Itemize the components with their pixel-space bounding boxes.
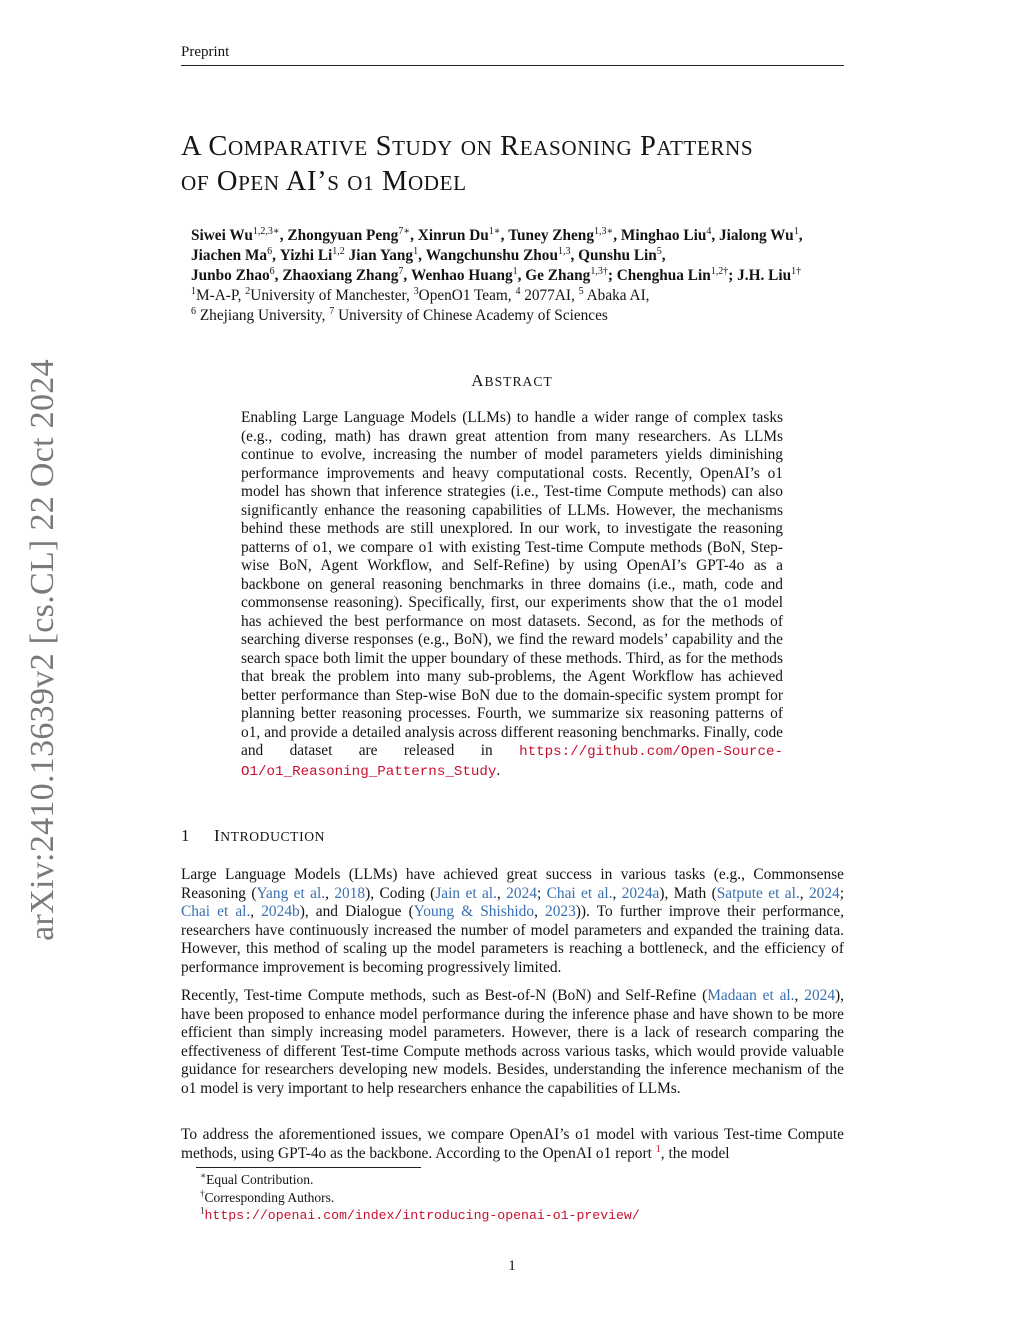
affiliation-name: OpenO1 Team, <box>418 287 516 304</box>
citation-link[interactable]: Chai et al. <box>546 884 613 902</box>
running-head: Preprint <box>181 44 230 60</box>
footnote-mark: † <box>200 1188 205 1199</box>
abstract-heading-cap: A <box>471 371 485 390</box>
arxiv-identifier: arXiv:2410.13639v2 [cs.CL] 22 Oct 2024 <box>24 359 61 941</box>
title-cap: R <box>500 131 520 162</box>
author-name: Siwei Wu <box>191 227 253 244</box>
title-smallcaps: ODEL <box>407 171 467 195</box>
title-smallcaps: EASONING <box>519 136 633 160</box>
title-smallcaps: S <box>327 171 340 195</box>
author-name: Jiachen Ma <box>191 247 268 264</box>
title-cap: P <box>640 131 657 162</box>
paragraph-text: , <box>325 884 335 902</box>
affiliation-name: M-A-P, <box>196 287 246 304</box>
abstract-body: Enabling Large Language Models (LLMs) to handle a wider range of complex tasks (e.g., coding, math) has drawn great attention from many researchers. As LLMs continue to evolve, increasing the number of model parameters yields diminishing performance improvements and heavy computational costs. Recently, OpenAI’s o1 model has shown that inference strategies (i.e., Test-time Compute methods) can also significantly enhance the reasoning capabilities of LLMs. However, the mechanisms behind these methods are still unexplored. In our work, to investigate the reasoning patterns of o1, we compare o1 with existing Test-time Compute methods (BoN, Step-wise BoN, Agent Workflow, and Self-Refine) by using OpenAI’s GPT-4o as a backbone on general reasoning benchmarks in three domains (i.e., math, code and commonsense reasoning). Specifically, first, our experiments show that the o1 model has achieved the best performance on most datasets. Second, as for the methods of searching diverse responses (e.g., BoN), we find the reward models’ capability and the search space both limit the upper boundary of these methods. Third, as for the methods that break the problem into many sub-problems, the Agent Workflow has achieved better performance than Step-wise BoN due to the domain-specific system prompt for planning better reasoning processes. Fourth, we summarize six reasoning patterns of o1, and provide a detailed analysis across different reasoning benchmarks. Finally, code and dataset are released in <box>241 409 783 759</box>
title-smallcaps: PEN <box>238 171 280 195</box>
author-name: Xinrun Du <box>417 227 489 244</box>
title-smallcaps: OF <box>181 171 210 195</box>
paragraph-text: )). To further improve their performance, researchers have continuously increased the number of model parameters and expanded the training data. However, this method of scaling up the model parameters is reaching a bottleneck, and the efficiency of performance improvement is becoming progressively limited. <box>181 903 845 976</box>
paragraph-text: Large Language Models (LLMs) have achieved great success in various tasks (e.g., Commonsense Reasoning ( <box>181 866 844 902</box>
author-separator: , <box>798 227 803 244</box>
citation-link[interactable]: 2024a <box>621 884 660 902</box>
author-note-mark: ∗ <box>403 225 411 237</box>
paper-title <box>181 130 851 200</box>
author-separator: , <box>517 267 522 284</box>
author-note-mark: ∗ <box>493 225 501 237</box>
paragraph-text: , <box>534 903 546 921</box>
paragraph-text: , <box>799 884 809 902</box>
author-separator: , <box>500 227 505 244</box>
title-word <box>286 166 340 197</box>
author-affil-index: 4 <box>706 225 712 237</box>
paragraph-1 <box>181 866 844 978</box>
author-affil-index: 1,2 <box>332 245 345 257</box>
affiliation-index: 2 <box>245 285 251 297</box>
title-smallcaps: O1 <box>347 171 375 195</box>
author-separator: , <box>272 247 276 264</box>
author-name: Wenhao Huang <box>411 267 513 284</box>
author-affil-index: 1,2,3 <box>252 225 273 237</box>
title-cap: S <box>375 131 393 162</box>
footnote-text: Equal Contribution. <box>206 1172 314 1187</box>
citation-link[interactable]: 2024 <box>506 884 537 902</box>
title-word <box>640 131 753 162</box>
abstract-end: . <box>496 761 501 779</box>
title-word <box>347 166 374 197</box>
author-name: Chenghua Lin <box>616 267 711 284</box>
affiliation-list <box>191 286 851 326</box>
author-line <box>191 266 851 286</box>
author-note-mark: ∗ <box>272 225 280 237</box>
section-number: 1 <box>181 826 191 845</box>
footnote <box>200 1189 840 1207</box>
citation-link[interactable]: 2018 <box>334 884 366 902</box>
author-name: Zhaoxiang Zhang <box>282 267 399 284</box>
author-name: Wangchunshu Zhou <box>425 247 558 264</box>
title-cap: A <box>181 131 201 162</box>
author-name: Zhongyuan Peng <box>287 227 399 244</box>
title-word <box>217 166 280 197</box>
author-separator: ; <box>607 267 613 284</box>
affiliation-index: 7 <box>329 305 335 317</box>
citation-link[interactable]: 2024 <box>804 987 836 1004</box>
author-separator: , <box>274 267 279 284</box>
citation-link[interactable]: 2023 <box>545 903 576 921</box>
author-separator: , <box>711 227 716 244</box>
author-block <box>191 226 851 326</box>
author-separator: , <box>279 227 284 244</box>
author-separator: , <box>661 247 666 264</box>
affiliation-name: University of Manchester, <box>250 287 414 304</box>
affiliation-name: Zhejiang University, <box>196 307 330 324</box>
paragraph-text: ; <box>839 884 845 902</box>
author-note-mark: † <box>796 265 802 277</box>
author-affil-index: 1,3 <box>590 265 603 277</box>
title-word <box>461 131 493 162</box>
affiliation-index: 5 <box>578 285 584 297</box>
title-cap: AI’ <box>285 166 328 197</box>
author-affil-index: 1,3 <box>593 225 607 237</box>
author-affil-index: 7 <box>398 265 404 277</box>
title-smallcaps: ATTERNS <box>656 136 754 160</box>
paragraph-text: To address the aforementioned issues, we compare OpenAI’s o1 model with various Test-time Compute methods, using GPT-4o as the backbone. According to the OpenAI o1 report <box>181 1126 844 1162</box>
author-affil-index: 1 <box>413 245 419 257</box>
title-word <box>500 131 632 162</box>
paragraph-2 <box>181 987 844 1099</box>
paragraph-text: ), Coding ( <box>365 884 436 902</box>
footnote-link[interactable]: 1 <box>655 1143 661 1155</box>
paragraph-text: , <box>250 903 262 921</box>
author-name: Junbo Zhao <box>191 267 270 284</box>
citation-link[interactable]: Jain et al. <box>435 884 497 902</box>
page-number: 1 <box>508 1258 516 1274</box>
section-heading-rest: NTRODUCTION <box>220 829 326 844</box>
author-name: Ge Zhang <box>525 267 591 284</box>
footnote-mark: ∗ <box>200 1170 207 1181</box>
author-name: Tuney Zheng <box>508 227 594 244</box>
author-separator: , <box>410 227 414 244</box>
author-affil-index: 7 <box>398 225 404 237</box>
author-affil-index: 1 <box>488 225 494 237</box>
author-note-mark: ∗ <box>606 225 614 237</box>
title-cap: M <box>382 166 408 197</box>
citation-link[interactable]: Yang et al. <box>256 884 326 902</box>
paragraph-text: , <box>794 987 805 1004</box>
paragraph-text: ; <box>536 884 547 902</box>
code-repo-link[interactable]: https://github.com/Open-Source-O1/o1_Reasoning_Patterns_Study <box>241 744 783 780</box>
author-name: Qunshu Lin <box>578 247 657 264</box>
author-name: J.H. Liu <box>737 267 792 284</box>
paragraph-text: ), and Dialogue ( <box>299 903 414 921</box>
title-word <box>382 166 467 197</box>
title-line-1 <box>181 130 851 165</box>
author-separator: , <box>418 247 422 264</box>
citation-link[interactable]: Satpute et al. <box>716 884 800 902</box>
author-line <box>191 226 851 246</box>
title-cap: C <box>208 131 228 162</box>
citation-link[interactable]: Chai et al. <box>181 903 251 921</box>
title-cap: O <box>216 166 239 197</box>
citation-link[interactable]: 2024 <box>808 884 840 902</box>
author-note-mark: † <box>602 265 608 277</box>
abstract-text <box>241 409 783 781</box>
affiliation-name: University of Chinese Academy of Sciences <box>334 307 608 324</box>
paragraph-text: ), have been proposed to enhance model performance during the inference phase and have shown to be more efficient than simply increasing model parameters. However, there is a lack of research comparing the effectiveness of different Test-time Compute methods across various tasks, which would provide valuable guidance for researchers developing new models. Besides, understanding the inference mechanism of the o1 model is very important to help researchers enhance the capabilities of LLMs. <box>181 987 845 1097</box>
footnote-text: Corresponding Authors. <box>204 1189 335 1205</box>
affiliation-index: 3 <box>413 285 419 297</box>
paragraph-text: , <box>496 884 507 902</box>
affiliation-name: Abaka AI, <box>583 287 650 304</box>
author-affil-index: 1 <box>791 265 797 277</box>
title-word <box>181 166 209 197</box>
footnotes <box>200 1171 840 1225</box>
author-note-mark: † <box>723 265 729 277</box>
title-smallcaps: ON <box>460 136 493 160</box>
author-name: Minghao Liu <box>620 227 707 244</box>
footnote <box>200 1171 840 1189</box>
author-affil-index: 1,3 <box>557 245 571 257</box>
title-word <box>181 131 201 162</box>
footnote-url[interactable]: https://openai.com/index/introducing-openai-o1-preview/ <box>204 1208 640 1224</box>
author-affil-index: 1,2 <box>710 265 724 277</box>
footnote-rule <box>196 1167 421 1168</box>
affiliation-index: 1 <box>191 285 196 297</box>
citation-link[interactable]: 2024b <box>261 903 300 921</box>
author-name: Jian Yang <box>348 247 414 264</box>
author-line <box>191 246 851 266</box>
author-separator: ; <box>728 267 734 284</box>
paragraph-text: Recently, Test-time Compute methods, such as Best-of-N (BoN) and Self-Refine ( <box>181 987 708 1004</box>
paragraph-3 <box>181 1126 844 1163</box>
affiliation-name: 2077AI, <box>520 287 579 304</box>
affiliation-line <box>191 286 851 306</box>
author-list <box>191 226 851 286</box>
citation-link[interactable]: Madaan et al. <box>707 987 795 1004</box>
author-separator: , <box>570 247 575 264</box>
author-separator: , <box>613 227 618 244</box>
abstract-heading <box>0 371 1024 391</box>
footnote <box>200 1206 840 1225</box>
affiliation-line <box>191 306 851 326</box>
author-name: Yizhi Li <box>279 247 333 264</box>
affiliation-index: 6 <box>191 305 196 317</box>
author-separator: , <box>403 267 408 284</box>
paragraph-text: , <box>612 884 622 902</box>
abstract-heading-rest: BSTRACT <box>484 374 553 389</box>
author-affil-index: 6 <box>269 265 275 277</box>
paragraph-text: , the model <box>660 1144 730 1162</box>
paragraph-text: ), Math ( <box>659 884 717 902</box>
header-rule <box>181 65 844 66</box>
title-line-2 <box>181 165 851 200</box>
title-smallcaps: OMPARATIVE <box>227 136 368 160</box>
author-affil-index: 6 <box>267 245 273 257</box>
section-heading-cap: I <box>214 826 221 845</box>
title-word <box>376 131 453 162</box>
title-word <box>208 131 368 162</box>
author-affil-index: 1 <box>512 265 518 277</box>
author-affil-index: 5 <box>656 245 662 257</box>
section-heading <box>181 826 325 846</box>
footnote-mark: 1 <box>200 1205 205 1216</box>
author-affil-index: 1 <box>793 225 799 237</box>
title-smallcaps: TUDY <box>392 136 454 160</box>
author-name: Jialong Wu <box>719 227 794 244</box>
citation-link[interactable]: Young & Shishido <box>413 903 535 921</box>
affiliation-index: 4 <box>515 285 521 297</box>
